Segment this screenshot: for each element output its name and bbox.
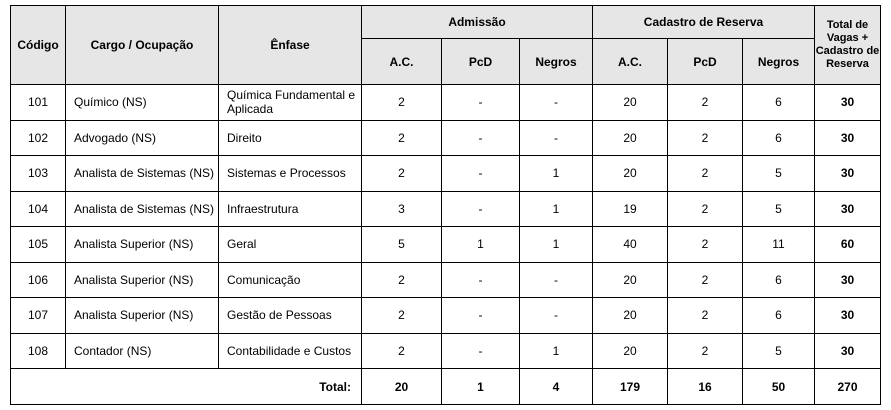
cell-codigo: 102 [11,120,66,156]
total-cad-negros: 50 [743,369,815,405]
cell-enfase: Gestão de Pessoas [219,298,362,334]
cell-cad-pcd: 2 [668,333,743,369]
cell-cad-negros: 5 [743,191,815,227]
cell-adm-ac: 2 [362,85,442,121]
cell-cargo: Contador (NS) [66,333,219,369]
total-adm-negros: 4 [520,369,593,405]
cell-adm-negros: 1 [520,156,593,192]
table-row [11,85,881,121]
cell-cad-ac: 20 [593,120,668,156]
cell-total: 30 [815,120,881,156]
table-row [11,227,881,263]
header-cad-negros: Negros [743,39,815,85]
header-adm-negros: Negros [520,39,593,85]
header-adm-pcd: PcD [442,39,520,85]
cell-codigo: 108 [11,333,66,369]
cell-total: 30 [815,191,881,227]
cell-enfase: Contabilidade e Custos [219,333,362,369]
cell-codigo: 104 [11,191,66,227]
cell-adm-ac: 2 [362,156,442,192]
cell-cargo: Químico (NS) [66,85,219,121]
cell-adm-pcd: - [442,120,520,156]
cell-cad-negros: 5 [743,333,815,369]
table-row [11,262,881,298]
cell-cad-pcd: 2 [668,85,743,121]
cell-enfase: Comunicação [219,262,362,298]
cell-enfase: Sistemas e Processos [219,156,362,192]
cell-cargo: Analista Superior (NS) [66,262,219,298]
cell-cad-pcd: 2 [668,227,743,263]
cell-total: 30 [815,298,881,334]
cell-adm-negros: - [520,85,593,121]
cell-cad-pcd: 2 [668,262,743,298]
cell-cad-negros: 6 [743,85,815,121]
cell-total: 30 [815,156,881,192]
cell-total: 30 [815,262,881,298]
header-cad-ac: A.C. [593,39,668,85]
cell-cad-negros: 6 [743,120,815,156]
cell-cad-pcd: 2 [668,120,743,156]
cell-cad-ac: 20 [593,333,668,369]
cell-adm-pcd: - [442,298,520,334]
table-row [11,333,881,369]
cell-adm-pcd: 1 [442,227,520,263]
cell-adm-negros: - [520,298,593,334]
cell-cad-pcd: 2 [668,298,743,334]
cell-adm-negros: - [520,120,593,156]
totals-label: Total: [11,369,362,405]
cell-total: 60 [815,227,881,263]
cell-adm-negros: 1 [520,333,593,369]
cell-cargo: Analista Superior (NS) [66,227,219,263]
cell-codigo: 101 [11,85,66,121]
header-cargo: Cargo / Ocupação [66,6,219,85]
totals-row [11,369,881,405]
cell-cad-negros: 11 [743,227,815,263]
cell-cad-negros: 5 [743,156,815,192]
vacancy-table-wrapper [10,5,881,405]
cell-adm-ac: 2 [362,298,442,334]
cell-total: 30 [815,333,881,369]
vacancy-table [10,5,881,405]
total-grand: 270 [815,369,881,405]
total-cad-pcd: 16 [668,369,743,405]
cell-cad-negros: 6 [743,298,815,334]
cell-cad-pcd: 2 [668,156,743,192]
total-adm-ac: 20 [362,369,442,405]
cell-cad-pcd: 2 [668,191,743,227]
table-row [11,191,881,227]
cell-enfase: Infraestrutura [219,191,362,227]
table-row [11,120,881,156]
cell-cad-ac: 20 [593,262,668,298]
cell-cad-ac: 20 [593,85,668,121]
cell-codigo: 103 [11,156,66,192]
header-enfase: Ênfase [219,6,362,85]
cell-cad-ac: 20 [593,156,668,192]
header-codigo: Código [11,6,66,85]
cell-adm-pcd: - [442,333,520,369]
total-adm-pcd: 1 [442,369,520,405]
cell-enfase: Geral [219,227,362,263]
cell-adm-pcd: - [442,262,520,298]
cell-codigo: 105 [11,227,66,263]
cell-cargo: Advogado (NS) [66,120,219,156]
cell-cad-ac: 20 [593,298,668,334]
header-cad-pcd: PcD [668,39,743,85]
table-row [11,298,881,334]
table-row [11,156,881,192]
cell-adm-negros: 1 [520,227,593,263]
header-total-vagas: Total de Vagas + Cadastro de Reserva [815,6,881,85]
cell-cad-ac: 40 [593,227,668,263]
cell-total: 30 [815,85,881,121]
cell-adm-ac: 2 [362,120,442,156]
cell-codigo: 107 [11,298,66,334]
cell-codigo: 106 [11,262,66,298]
cell-adm-pcd: - [442,85,520,121]
cell-adm-ac: 3 [362,191,442,227]
header-admissao: Admissão [362,6,593,39]
header-adm-ac: A.C. [362,39,442,85]
cell-adm-ac: 5 [362,227,442,263]
cell-adm-ac: 2 [362,333,442,369]
cell-adm-ac: 2 [362,262,442,298]
cell-cargo: Analista Superior (NS) [66,298,219,334]
cell-enfase: Química Fundamental e Aplicada [219,85,362,121]
cell-cad-negros: 6 [743,262,815,298]
cell-cargo: Analista de Sistemas (NS) [66,191,219,227]
cell-cargo: Analista de Sistemas (NS) [66,156,219,192]
cell-adm-pcd: - [442,191,520,227]
cell-adm-negros: 1 [520,191,593,227]
total-cad-ac: 179 [593,369,668,405]
cell-cad-ac: 19 [593,191,668,227]
cell-enfase: Direito [219,120,362,156]
header-cadastro: Cadastro de Reserva [593,6,815,39]
cell-adm-negros: - [520,262,593,298]
cell-adm-pcd: - [442,156,520,192]
